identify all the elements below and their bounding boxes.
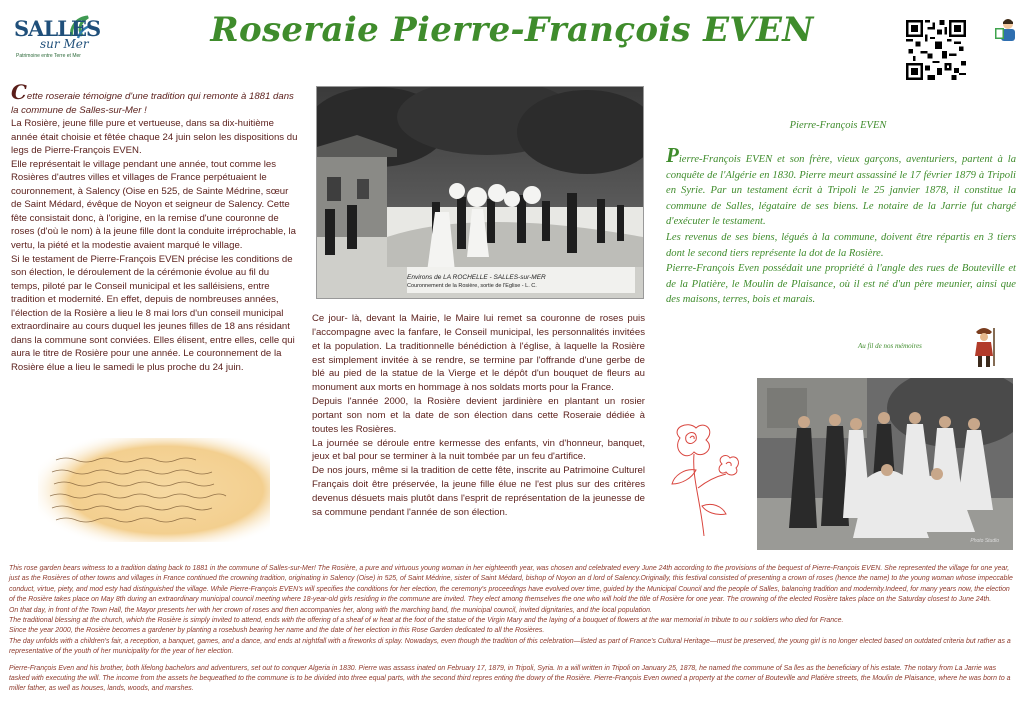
rose-drawing-icon bbox=[660, 418, 746, 538]
figurine-icon bbox=[968, 322, 1000, 370]
english-paragraph: Since the year 2000, the Rosière becomes a gardener by planting a rosebush bearing her name and the date of her election in this Rose Garden dedicated to all the Rosières. bbox=[9, 627, 545, 635]
bio-first-paragraph: ierre-François EVEN et son frère, vieux garçons, aventuriers, partent à la conquête de l'Algérie en 1830. Pierre meurt assassiné le 17 février 1879 à Tripoli en Syrie. Par un testament écrit à Tripoli le 25 janvier 1878, il constitue la commune de Salles, légataire de ses biens. Le notaire de la Jarrie fut chargé d'exécuter le testament. bbox=[666, 154, 1016, 228]
english-translation bbox=[9, 564, 1015, 695]
col2-paragraph: La journée se déroule entre kermesse des enfants, vin d'honneur, banquet, jeux et bal pour se terminer à la nuit tombée par un feu d'artifice. bbox=[312, 437, 645, 463]
manuscript-image bbox=[38, 438, 270, 542]
dropcap-p: P bbox=[666, 143, 679, 167]
col1-paragraph: Si le testament de Pierre-François EVEN précise les conditions de son élection, le déroulement de la cérémonie évolue au fil du temps, piloté par le Conseil municipal et les salléisiens, entre tradition et modernité. En effet, depuis de nombreuses années, l'élection de la Rosière a lieu le 8 mai lors d'un conseil municipal extraordinaire au cours duquel les jeunes filles de 18 ans résidant dans la commune sont conviées. Elles élisent, entre elles, celle qui aura le titre de Rosière pour une année. Le couronnement de la Rosière élue a lieu le samedi le plus proche du 24 juin. bbox=[11, 253, 295, 373]
english-paragraph: The day unfolds with a children's fair, a reception, a banquet, games, and a dance, and ends at nightfall with a fireworks di splay. Nowadays, even though the tradition of this celebration—listed as part of France's Cultural Heritage—must be preserved, the young girl is no longer elected based on outdated criteria but rather as a representative of the youth of her municipality for the year of her election. bbox=[9, 637, 1011, 656]
bio-paragraph: Les revenus de ses biens, légués à la commune, doivent être répartis en 3 tiers dont le second tiers représente la dot de la Rosière. bbox=[666, 231, 1016, 259]
col2-paragraph: De nos jours, même si la tradition de cette fête, inscrite au Patrimoine Culturel Français doit être préservée, la jeune fille élue ne l'est plus sur des critères devenus désuets mais plutôt dans l'esprit de représentation de la jeunesse de sa commune pendant l'année de son élection. bbox=[312, 465, 645, 518]
qr-code-icon[interactable] bbox=[906, 20, 966, 80]
photo-signature: Photo Studio bbox=[970, 538, 999, 544]
col2-paragraph: Ce jour- là, devant la Mairie, le Maire lui remet sa couronne de roses puis l'accompagne avec la fanfare, le Conseil municipal, les personnalités invitées et la population. La traditionnelle bénédiction à l'église, à laquelle la Rosière est simplement invitée à se rendre, se termine par l'offrande d'une gerbe de blé au pied de la statue de la Vierge et le dépôt d'un bouquet de fleurs au monument aux morts en hommage à nos soldats morts pour la France. bbox=[312, 313, 645, 394]
photo-caption: Environs de LA ROCHELLE - SALLES-sur-MER bbox=[407, 274, 546, 281]
intro-text-column bbox=[11, 80, 299, 374]
rosieres-photo-image bbox=[757, 378, 1013, 550]
historical-photo-image bbox=[317, 87, 643, 298]
english-paragraph: This rose garden bears witness to a tradition dating back to 1881 in the commune of Salles-sur-Mer! The Rosière, a pure and virtuous young woman in her eighteenth year, was chosen and celebrated every June 24th according to the provisions of the bequest of Pierre-François EVEN. She represented the village for one year, just as the Rosières of other towns and villages in France continued the crowning tradition, originating in Salency (Oise) in 525, of Saint Médrine, sister of Saint Médard, bishop of Noyon an d lord of Salency.Originally, this festival consisted of presenting a crown of roses (hence the name) to the young woman whose impeccable conduct, virtue, piety, and mod esty had distinguished the village. While Pierre-François EVEN's will specifies the conditions for her election, the ceremony's proceedings have evolved over time, guided by the Municipal Council and the people of Salles, balancing tradition and modernity.Indeed, for many years now, the election of the Rosière takes place on May 8th during an extraordinary municipal council meeting where 18-year-old girls residing in the commune are invited. They elect among themselves the one who will hold the title of Rosière for one year. The crowning of the elected Rosière takes place on the Saturday closest to June 24th. bbox=[9, 565, 1013, 604]
intro-line: ette roseraie témoigne d'une tradition qui remonte à 1881 dans la commune de Salles-sur-Mer ! bbox=[11, 91, 294, 116]
logo-line1: SALLES bbox=[14, 16, 101, 41]
english-paragraph: The traditional blessing at the church, which the Rosière is simply invited to attend, ends with the offering of a sheaf of w heat at the foot of the statue of the Virgin Mary and the laying of a bouquet of flowers at the war memorial in tribute to ou r soldiers who died for France. bbox=[9, 617, 844, 625]
intro-paragraph bbox=[11, 80, 299, 117]
rosieres-group-photo bbox=[757, 378, 1013, 550]
ceremony-text-column bbox=[312, 312, 645, 520]
col1-paragraph: Elle représentait le village pendant une année, tout comme les Rosières d'autres villes et villages de France perpétuaient le couronnement, à Salency (Oise en 525, de Sainte Médrine, sœur de Saint Médard, évêque de Noyon et seigneur de Salency. Cette fête consistait donc, à l'origine, en la remise d'une couronne de roses (d'où le nom) à la jeune fille dont la conduite irréprochable, la vertu, la piété et la modestie avaient marqué le village. bbox=[11, 158, 297, 252]
memoires-label: Au fil de nos mémoires bbox=[858, 342, 922, 350]
logo-tagline: Patrimoine entre Terre et Mer bbox=[16, 53, 81, 59]
english-biography: Pierre-François Even and his brother, both lifelong bachelors and adventurers, set out to conquer Algeria in 1830. Pierre was assass inated on February 17, 1879, in Tripoli, Syria. In a will written in Tripoli on January 25, 1878, he named the commune of Sa lles as the beneficiary of his estate. The notary from La Jarrie was tasked with executing the will. The income from the assets he bequeathed to the commune is to be divided into three equal parts, with the second third repres enting the dowry of the Rosière. Pierre-François Even owned a property at the corner of Bouteville and Platière streets, the Moulin de Plaisance, where he was born to a miller father, as well as houses, lands, woods, and marshes. bbox=[9, 664, 1011, 693]
section-label: Pierre-François EVEN bbox=[789, 120, 887, 131]
photo-subcaption: Couronnement de la Rosière, sortie de l'Eglise - L. C. bbox=[407, 283, 537, 289]
bio-paragraph bbox=[666, 143, 1016, 230]
reader-icon bbox=[994, 17, 1016, 43]
bio-paragraph: Pierre-François Even possédait une propriété à l'angle des rues de Bouteville et de la Platière, le Moulin de Plaisance, où il est né d'un père meunier, ainsi que des maisons, terres, bois et marais. bbox=[666, 263, 1016, 306]
english-paragraph: On that day, in front of the Town Hall, the Mayor presents her with her crown of roses and then accompanies her, along with the marching band, the municipal council, invited dignitaries, and the local population. bbox=[9, 606, 652, 614]
col2-paragraph: Depuis l'année 2000, la Rosière devient jardinière en plantant un rosier portant son nom et la date de son élection dans cette Roseraie dédiée à toutes les Rosières. bbox=[312, 396, 645, 435]
dropcap-c: C bbox=[11, 80, 27, 104]
col1-paragraph: La Rosière, jeune fille pure et vertueuse, dans sa dix-huitième année était choisie et fêtée chaque 24 juin selon les dispositions du legs de Pierre-François EVEN. bbox=[11, 118, 298, 157]
biography-text-column bbox=[666, 143, 1016, 308]
logo-line2: sur Mer bbox=[40, 37, 89, 51]
page-title: Roseraie Pierre-François EVEN bbox=[210, 10, 814, 50]
historical-photo bbox=[316, 86, 644, 299]
